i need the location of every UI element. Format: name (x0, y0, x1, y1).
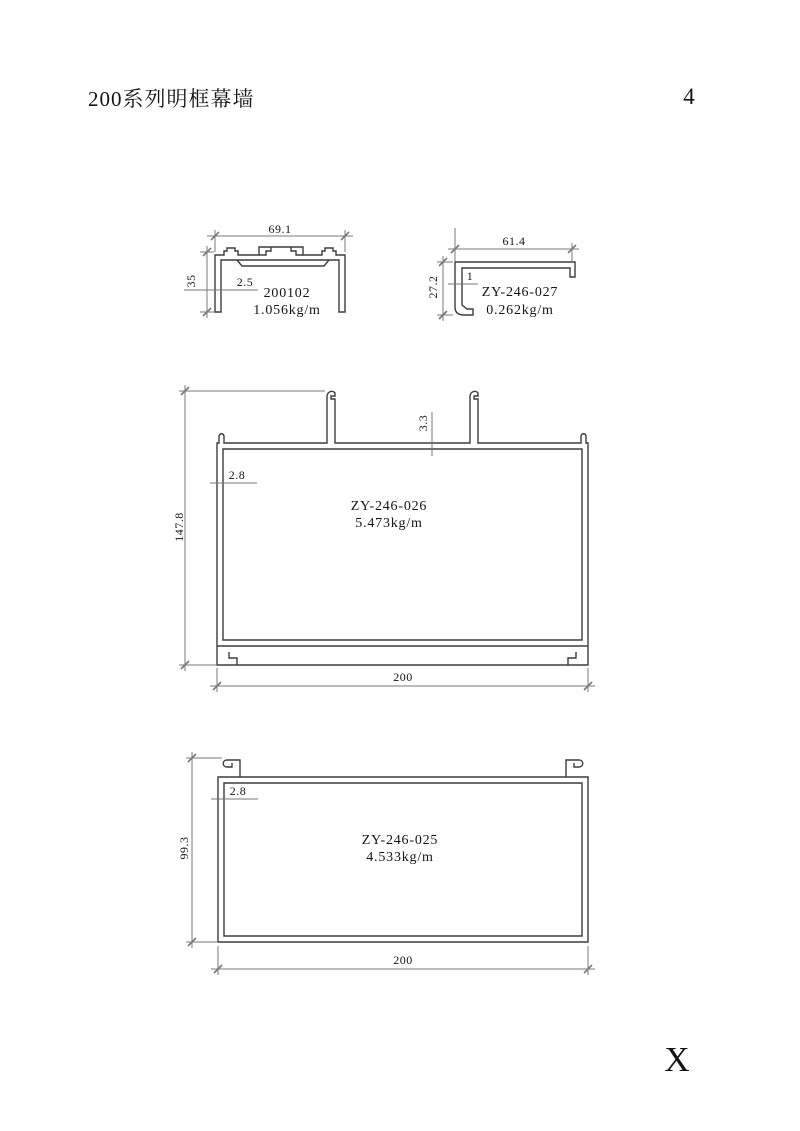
dim-thickness-zy246027: 1 (466, 269, 474, 283)
profile-code-zy246026: ZY-246-026 (350, 499, 428, 514)
dim-height-zy246025: 99.3 (177, 836, 191, 860)
profile-zy246026-inner (223, 449, 582, 640)
profile-code-zy246027: ZY-246-027 (481, 285, 559, 300)
profile-code-200102: 200102 (263, 286, 311, 301)
dim-height-zy246027: 27.2 (426, 275, 440, 299)
profile-zy246025-hooks (223, 760, 583, 777)
dim-width-zy246026: 200 (393, 670, 413, 684)
profile-200102-details (237, 247, 329, 266)
leader-lines (184, 284, 478, 799)
profile-weight-200102: 1.056kg/m (253, 303, 321, 318)
profile-weight-zy246025: 4.533kg/m (366, 850, 434, 865)
dim-height-zy246026: 147.8 (172, 512, 186, 542)
dim-thickness-zy246026: 2.8 (228, 468, 246, 482)
footer-mark: X (664, 1040, 690, 1079)
dim-width-zy246025: 200 (393, 953, 413, 967)
dim-tab-thickness-zy246026: 3.3 (416, 414, 430, 432)
profile-weight-zy246027: 0.262kg/m (486, 303, 554, 318)
dim-width-zy246027: 61.4 (502, 234, 526, 248)
dim-height-200102: 35 (184, 274, 198, 288)
profile-weight-zy246026: 5.473kg/m (355, 516, 423, 531)
page-number: 4 (683, 84, 695, 109)
sheet-title: 200系列明框幕墙 (88, 87, 255, 111)
dim-width-200102: 69.1 (268, 222, 292, 236)
dim-thickness-200102: 2.5 (236, 275, 254, 289)
dim-thickness-zy246025: 2.8 (229, 784, 247, 798)
profile-code-zy246025: ZY-246-025 (361, 833, 439, 848)
profile-zy246026-bottom (217, 646, 588, 665)
